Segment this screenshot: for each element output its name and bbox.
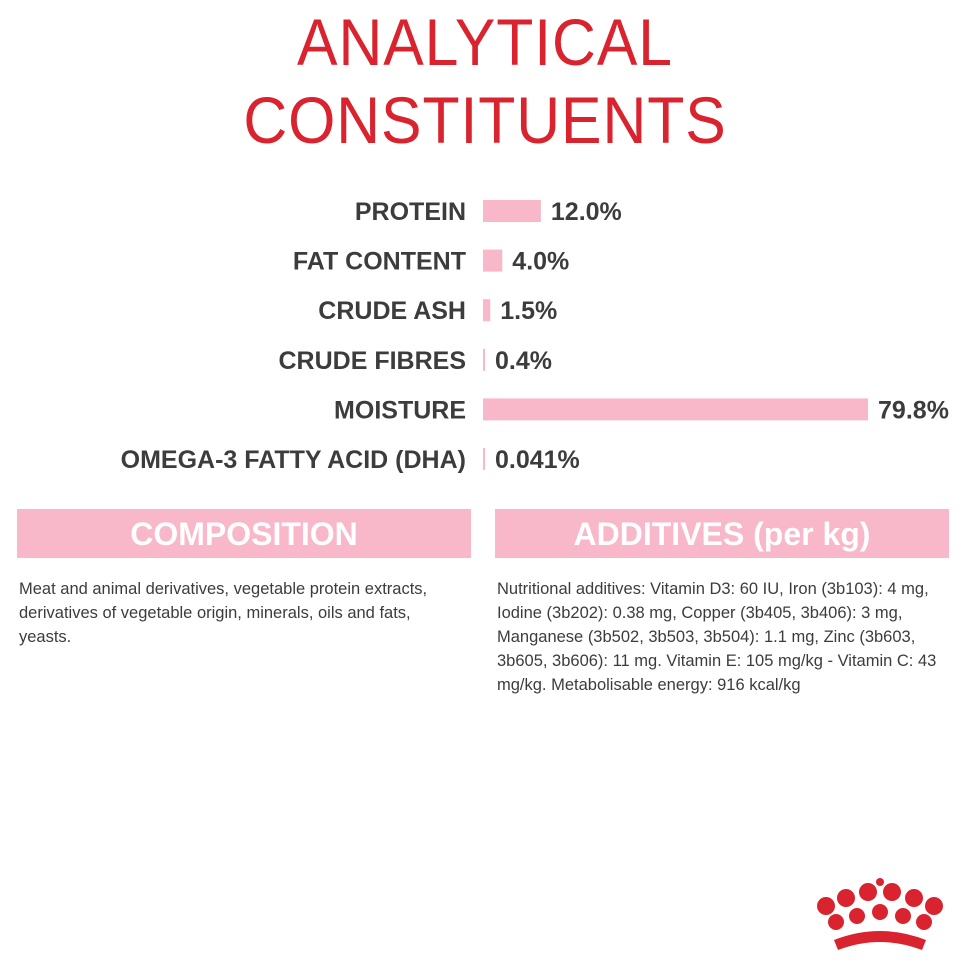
title-line-1: ANALYTICAL [297,5,673,79]
additives-header: ADDITIVES (per kg) [495,509,949,558]
title-line-2: CONSTITUENTS [243,83,727,157]
bar [483,250,502,272]
value-label: 1.5% [500,297,558,326]
category-label: OMEGA-3 FATTY ACID (DHA) [120,446,466,474]
page-title [39,2,931,158]
value-label: 0.4% [495,346,552,375]
crown-icon [812,878,952,958]
category-label: FAT CONTENT [292,247,466,276]
bar [483,299,490,321]
bar [483,200,541,222]
composition-header: COMPOSITION [17,509,471,558]
bar [483,349,485,371]
composition-text: Meat and animal derivatives, vegetable protein extracts, derivatives of vegetable origin, minerals, oils and fats, yeasts. [19,580,428,646]
category-label: CRUDE ASH [318,297,466,326]
category-label: PROTEIN [354,198,466,226]
constituents-bar-chart [0,180,970,490]
value-label: 12.0% [550,198,622,226]
bar [483,448,485,470]
additives-text: Nutritional additives: Vitamin D3: 60 IU, Iron (3b103): 4 mg, Iodine (3b202): 0.38 mg, Copper (3b405, 3b406): 3 mg, Manganese (3b502, 3b503, 3b504): 1.1 mg, Zinc (3b603, 3b605, 3b606): 11 mg. Vitamin E: 105 mg/kg - Vitamin C: 43 mg/kg. Metabolisable energy: 916 kcal/kg [497,580,937,694]
value-label: 4.0% [512,247,570,276]
category-label: CRUDE FIBRES [278,346,466,375]
value-label: 0.041% [495,446,580,474]
value-label: 79.8% [878,396,949,425]
bar [483,398,868,420]
category-label: MOISTURE [334,396,466,425]
